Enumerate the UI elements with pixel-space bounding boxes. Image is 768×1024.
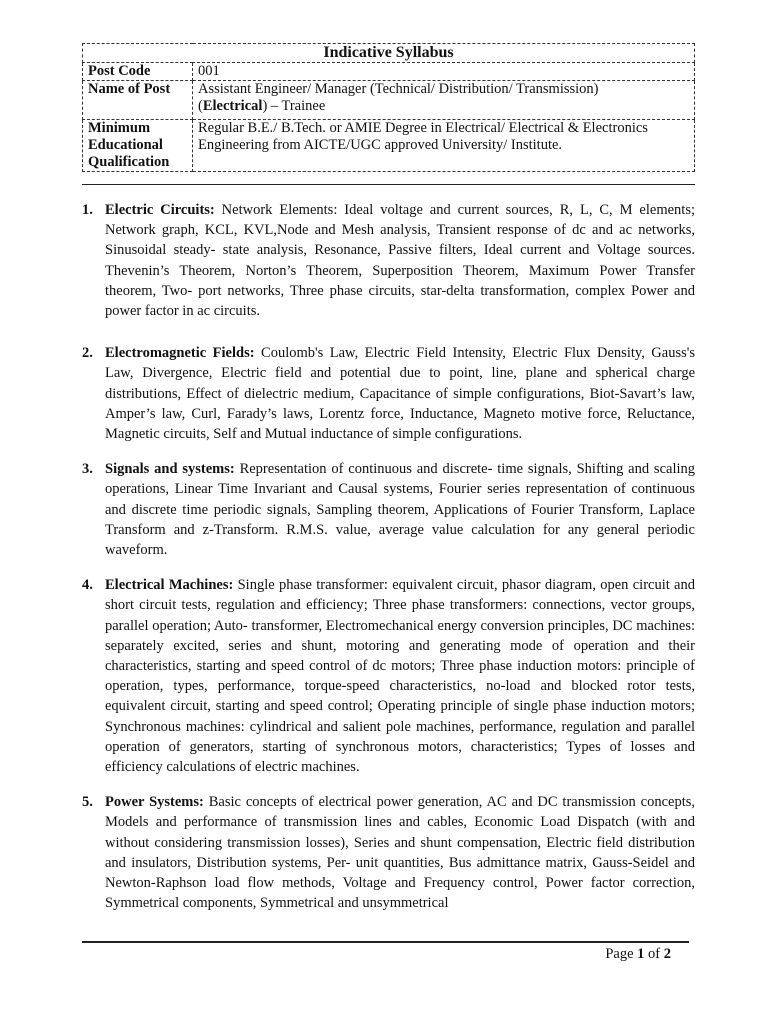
- section-heading: Signals and systems:: [105, 461, 235, 478]
- name-of-post-value: [193, 81, 695, 120]
- qualification-label-line2: Educational: [88, 137, 163, 153]
- name-of-post-suffix: ) – Trainee: [262, 98, 326, 114]
- name-of-post-discipline: Electrical: [202, 98, 263, 114]
- section-text: Network Elements: Ideal voltage and current sources, R, L, C, M elements; Network graph, KCL, KVL,Node and Mesh analysis, Transient response of dc and ac networks, Sinusoidal steady- state analysis, Resonance, Passive filters, Ideal current and Voltage sources. Thevenin’s Theorem, Norton’s Theorem, Superposition Theorem, Maximum Power Transfer theorem, Two- port networks, Three phase circuits, star-delta transformation, complex Power and power factor in ac circuits.: [105, 202, 696, 320]
- post-code-label: Post Code: [83, 63, 193, 81]
- qualification-label: [83, 120, 193, 172]
- syllabus-title: Indicative Syllabus: [83, 44, 695, 63]
- qualification-label-line1: Minimum: [88, 120, 151, 136]
- current-page: 1: [637, 946, 645, 962]
- section-heading: Electric Circuits:: [105, 202, 215, 218]
- section-number: 5.: [82, 794, 93, 811]
- section-heading: Electromagnetic Fields:: [105, 345, 255, 362]
- header-divider: [82, 184, 695, 185]
- syllabus-sections: [82, 200, 695, 914]
- footer-divider: [82, 941, 689, 943]
- section-number: 3.: [82, 461, 93, 478]
- total-pages: 2: [663, 946, 671, 962]
- section-number: 1.: [82, 202, 93, 218]
- post-details-table: [82, 43, 695, 172]
- section-electromagnetic-fields: [82, 343, 695, 444]
- section-text: Basic concepts of electrical power generation, AC and DC transmission concepts, Models and performance of transmission lines and cables, Economic Load Dispatch (with and without considering transmission losses), Series and shunt compensation, Electric field distribution and insulators, Distribution systems, Per- unit quantities, Bus admittance matrix, Gauss-Seidel and Newton-Raphson load flow methods, Voltage and Frequency control, Power factor correction, Symmetrical components, Symmetrical and unsymmetrical: [105, 794, 695, 912]
- qualification-value: Regular B.E./ B.Tech. or AMIE Degree in Electrical/ Electrical & Electronics Engineering from AICTE/UGC approved University/ Institute.: [193, 120, 695, 172]
- section-electric-circuits: [82, 200, 695, 321]
- of-word: of: [648, 946, 661, 962]
- post-code-value: 001: [193, 63, 695, 81]
- paren-open: (: [198, 98, 203, 114]
- table-title-row: [83, 44, 695, 63]
- name-of-post-line1: Assistant Engineer/ Manager (Technical/ Distribution/ Transmission): [198, 81, 599, 97]
- table-row: [83, 63, 695, 81]
- section-electrical-machines: [82, 575, 695, 777]
- section-text: Single phase transformer: equivalent circuit, phasor diagram, open circuit and short circuit tests, regulation and efficiency; Three phase transformers: connections, vector groups, parallel operation; Auto- transformer, Electromechanical energy conversion principles, DC machines: separately excited, series and shunt, motoring and generating mode of operation and their characteristics, starting and speed control of dc motors; Three phase induction motors: principle of operation, types, performance, torque-speed characteristics, no-load and blocked rotor tests, equivalent circuit, starting and speed control; Operating principle of single phase induction motors; Synchronous machines: cylindrical and salient pole machines, performance, regulation and parallel operation of generators, starting of synchronous motors, characteristics; Types of losses and efficiency calculations of electric machines.: [105, 577, 695, 776]
- section-text: Coulomb's Law, Electric Field Intensity, Electric Flux Density, Gauss's Law, Divergence, Electric field and potential due to point, line, plane and spherical charge distributions, Effect of dielectric medium, Capacitance of simple configurations, Biot-Savart’s law, Amper’s law, Curl, Farady’s laws, Lorentz force, Inductance, Magneto motive force, Reluctance, Magnetic circuits, Self and Mutual inductance of simple configurations.: [105, 345, 695, 443]
- section-signals-and-systems: [82, 459, 695, 560]
- name-of-post-label: Name of Post: [83, 81, 193, 120]
- section-text: Representation of continuous and discrete- time signals, Shifting and scaling operations, Linear Time Invariant and Causal systems, Fourier series representation of continuous and discrete time periodic signals, Sampling theorem, Applications of Fourier Transform, Laplace Transform and z-Transform. R.M.S. value, average value calculation for any general periodic waveform.: [105, 461, 696, 559]
- name-of-post-line2: [198, 98, 689, 115]
- section-number: 2.: [82, 345, 93, 362]
- section-number: 4.: [82, 577, 93, 594]
- qualification-label-line3: Qualification: [88, 154, 170, 170]
- section-heading: Electrical Machines:: [105, 577, 234, 594]
- section-power-systems: [82, 792, 695, 913]
- table-row: [83, 81, 695, 120]
- table-row: [83, 120, 695, 172]
- page-word: Page: [605, 946, 634, 962]
- page-number: [605, 946, 671, 963]
- section-heading: Power Systems:: [105, 794, 204, 811]
